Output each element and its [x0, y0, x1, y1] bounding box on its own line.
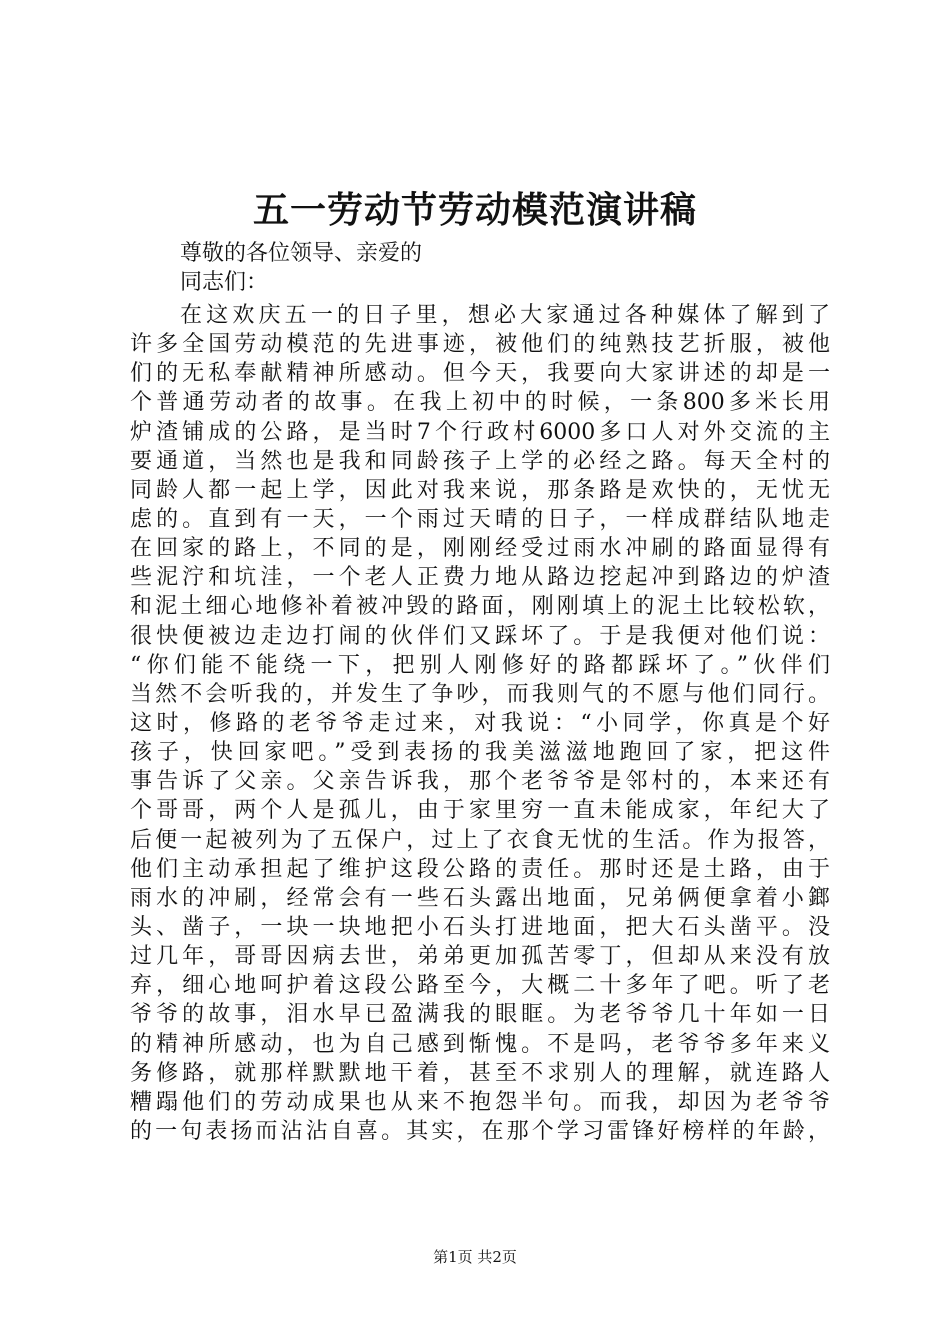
- paragraph-line: 的一句表扬而沾沾自喜。其实，在那个学习雷锋好榜样的年龄，: [130, 1118, 830, 1144]
- paragraph-line: 事告诉了父亲。父亲告诉我，那个老爷爷是邻村的，本来还有: [130, 769, 830, 795]
- paragraph-line: 后便一起被列为了五保户，过上了衣食无忧的生活。作为报答，: [130, 827, 830, 853]
- paragraph-line: 这时，修路的老爷爷走过来，对我说：“小同学，你真是个好: [130, 710, 830, 736]
- paragraph-line: 孩子，快回家吧。”受到表扬的我美滋滋地跑回了家，把这件: [130, 740, 830, 766]
- paragraph-line: 在回家的路上，不同的是，刚刚经受过雨水冲刷的路面显得有: [130, 536, 830, 562]
- paragraph-line: 同龄人都一起上学，因此对我来说，那条路是欢快的，无忧无: [130, 477, 830, 503]
- greeting-line: 尊敬的各位领导、亲爱的: [180, 241, 423, 266]
- paragraph-line: 头、凿子，一块一块地把小石头打进地面，把大石头凿平。没: [130, 914, 830, 940]
- paragraph-line: 的精神所感动，也为自己感到惭愧。不是吗，老爷爷多年来义: [130, 1031, 830, 1057]
- paragraph-line: 很快便被边走边打闹的伙伴们又踩坏了。于是我便对他们说：: [130, 623, 830, 649]
- paragraph-line: 当然不会听我的，并发生了争吵，而我则气的不愿与他们同行。: [130, 681, 830, 707]
- document-title: 五一劳动节劳动模范演讲稿: [252, 189, 697, 231]
- paragraph-line: 在这欢庆五一的日子里，想必大家通过各种媒体了解到了: [180, 303, 830, 328]
- paragraph-line: 虑的。直到有一天，一个雨过天晴的日子，一样成群结队地走: [130, 506, 830, 532]
- paragraph-line: 些泥泞和坑洼，一个老人正费力地从路边挖起冲到路边的炉渣: [130, 565, 830, 591]
- paragraph-line: 他们主动承担起了维护这段公路的责任。那时还是土路，由于: [130, 856, 830, 882]
- paragraph-line: 雨水的冲刷，经常会有一些石头露出地面，兄弟俩便拿着小鎯: [130, 885, 830, 911]
- body-paragraph: [130, 301, 830, 1146]
- paragraph-line: 务修路，就那样默默地干着，甚至不求别人的理解，就连路人: [130, 1060, 830, 1086]
- page-footer: 第1页 共2页: [433, 1248, 517, 1266]
- paragraph-line: 许多全国劳动模范的先进事迹，被他们的纯熟技艺折服，被他: [130, 332, 830, 358]
- greeting-line: 同志们：: [180, 270, 269, 295]
- paragraph-line: 要通道，当然也是我和同龄孩子上学的必经之路。每天全村的: [130, 448, 830, 474]
- paragraph-line: 个哥哥，两个人是孤儿，由于家里穷一直未能成家，年纪大了: [130, 798, 830, 824]
- paragraph-line: 炉渣铺成的公路，是当时7个行政村6000多口人对外交流的主: [130, 419, 830, 445]
- paragraph-line: 弃，细心地呵护着这段公路至今，大概二十多年了吧。听了老: [130, 973, 830, 999]
- paragraph-line: 个普通劳动者的故事。在我上初中的时候，一条800多米长用: [130, 390, 830, 416]
- paragraph-line: 和泥土细心地修补着被冲毁的路面，刚刚填上的泥土比较松软，: [130, 594, 830, 620]
- paragraph-line: 爷爷的故事，泪水早已盈满我的眼眶。为老爷爷几十年如一日: [130, 1002, 830, 1028]
- paragraph-line: 们的无私奉献精神所感动。但今天，我要向大家讲述的却是一: [130, 361, 830, 387]
- paragraph-line: 糟蹋他们的劳动成果也从来不抱怨半句。而我，却因为老爷爷: [130, 1089, 830, 1115]
- paragraph-line: 过几年，哥哥因病去世，弟弟更加孤苦零丁，但却从来没有放: [130, 944, 830, 970]
- paragraph-line: “你们能不能绕一下，把别人刚修好的路都踩坏了。”伙伴们: [130, 652, 830, 678]
